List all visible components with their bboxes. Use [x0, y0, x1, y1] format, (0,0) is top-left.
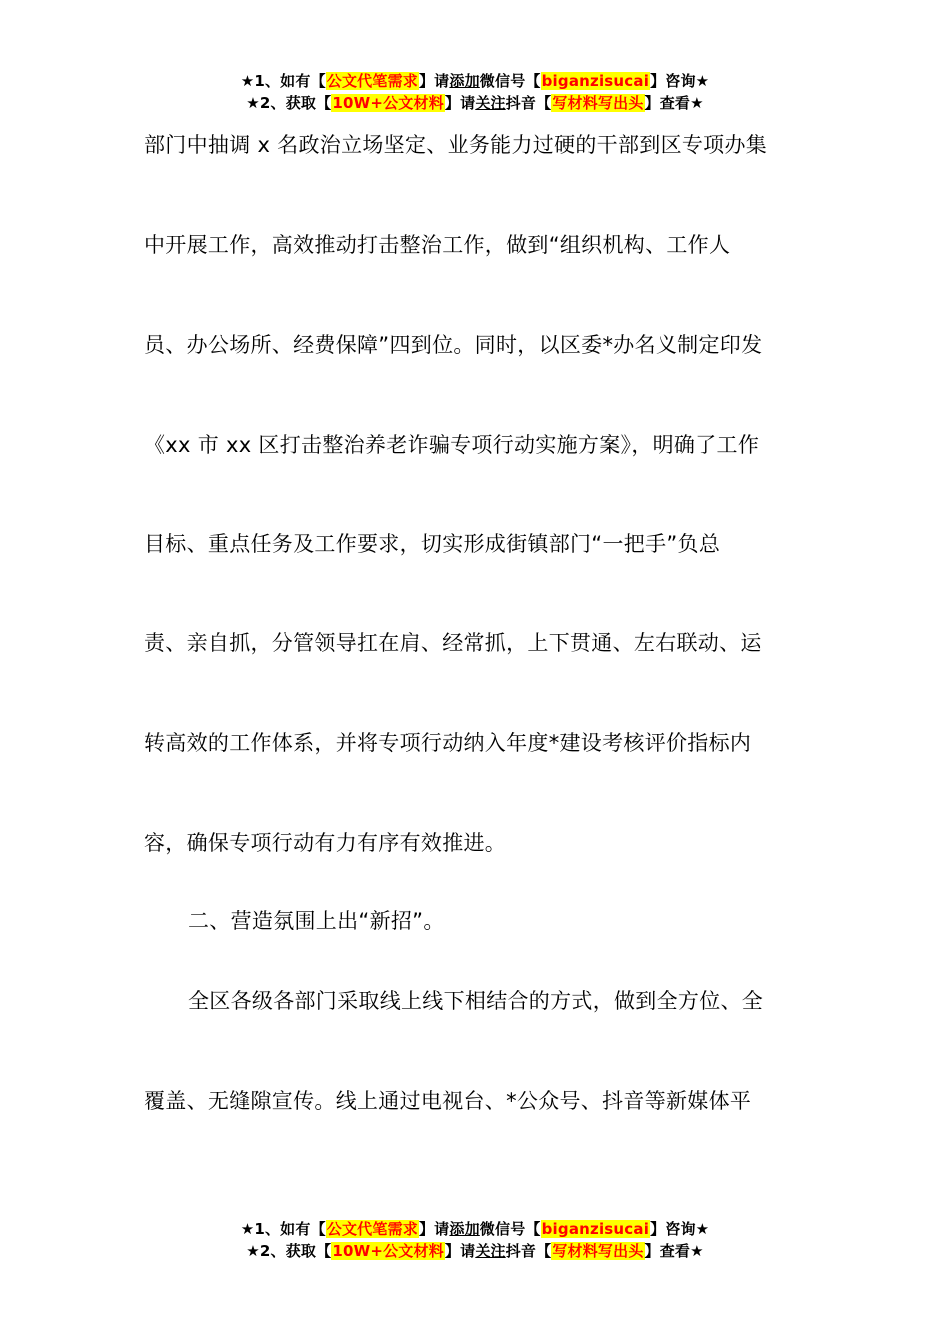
- highlight-douyin-account: 写材料写出头: [552, 94, 644, 112]
- body-line-11: 覆盖、无缝隙宣传。线上通过电视台、*公众号、抖音等新媒体平: [144, 1089, 752, 1113]
- underlined-follow: 关注: [475, 94, 506, 112]
- highlight-materials: 10W+公文材料: [332, 1242, 444, 1260]
- highlight-wechat-id: biganzisucai: [541, 1220, 650, 1238]
- body-line-10: 全区各级各部门采取线上线下相结合的方式，做到全方位、全: [188, 989, 764, 1013]
- highlight-wechat-id: biganzisucai: [541, 72, 650, 90]
- footer-line-2: ★2、获取【10W+公文材料】请关注抖音【写材料写出头】查看★: [246, 1242, 704, 1260]
- underlined-add: 添加: [449, 1220, 480, 1238]
- banner-line-2: ★2、获取【10W+公文材料】请关注抖音【写材料写出头】查看★: [246, 94, 704, 112]
- footer-banner: [0, 1218, 950, 1262]
- highlight-service: 公文代笔需求: [326, 1220, 418, 1238]
- header-banner: [0, 70, 950, 114]
- banner-line-1: ★1、如有【公文代笔需求】请添加微信号【biganzisucai】咨询★: [240, 72, 710, 90]
- body-line-4: 《xx 市 xx 区打击整治养老诈骗专项行动实施方案》，明确了工作: [144, 433, 760, 457]
- highlight-materials: 10W+公文材料: [332, 94, 444, 112]
- section-heading: 二、营造氛围上出“新招”。: [188, 909, 445, 933]
- body-line-6: 责、亲自抓，分管领导扛在肩、经常抓，上下贯通、左右联动、运: [144, 631, 762, 655]
- highlight-service: 公文代笔需求: [326, 72, 418, 90]
- body-line-2: 中开展工作，高效推动打击整治工作，做到“组织机构、工作人: [144, 233, 731, 257]
- body-line-8: 容，确保专项行动有力有序有效推进。: [144, 831, 507, 855]
- body-line-5: 目标、重点任务及工作要求，切实形成街镇部门“一把手”负总: [144, 532, 721, 556]
- body-line-7: 转高效的工作体系，并将专项行动纳入年度*建设考核评价指标内: [144, 731, 752, 755]
- body-line-3: 员、办公场所、经费保障”四到位。同时，以区委*办名义制定印发: [144, 333, 763, 357]
- footer-line-1: ★1、如有【公文代笔需求】请添加微信号【biganzisucai】咨询★: [240, 1220, 710, 1238]
- underlined-add: 添加: [449, 72, 480, 90]
- underlined-follow: 关注: [475, 1242, 506, 1260]
- body-line-1: 部门中抽调 x 名政治立场坚定、业务能力过硬的干部到区专项办集: [144, 133, 768, 157]
- highlight-douyin-account: 写材料写出头: [552, 1242, 644, 1260]
